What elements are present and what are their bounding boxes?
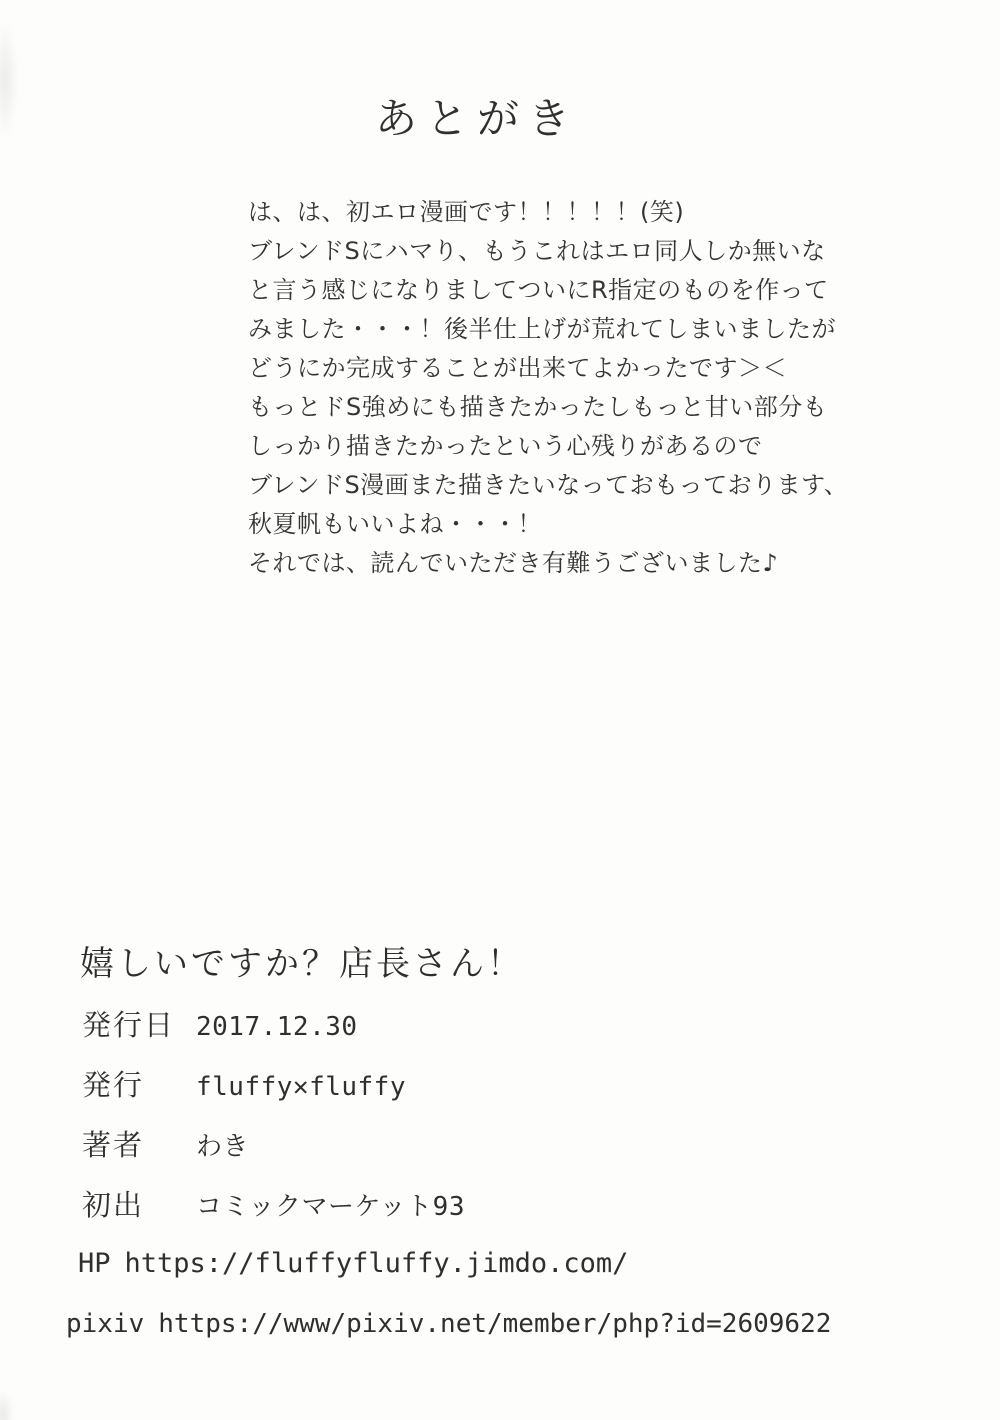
afterword-line: は、は、初エロ漫画です！！！！！(笑) — [248, 198, 685, 226]
afterword-line: 秋夏帆もいいよね・・・！ — [248, 510, 542, 538]
publish-date: 2017.12.30 — [196, 1012, 358, 1042]
scan-artifact — [0, 1390, 14, 1420]
homepage-label: HP — [78, 1248, 111, 1279]
colophon-label: 発行 — [82, 1068, 145, 1102]
afterword-line: もっとドS強めにも描きたかったしもっと甘い部分も — [248, 393, 828, 421]
afterword-line: と言う感じになりましてついにR指定のものを作って — [248, 276, 829, 304]
colophon-label: 初出 — [82, 1188, 145, 1222]
afterword-line: みました・・・！後半仕上げが荒れてしまいましたが — [248, 315, 836, 343]
afterword-line: それでは、読んでいただき有難うございました♪ — [248, 549, 779, 577]
afterword-line: しっかり描きたかったという心残りがあるので — [248, 432, 763, 460]
author-name: わき — [196, 1132, 250, 1162]
afterword-line: ブレンドS漫画また描きたいなっておもっております、 — [248, 471, 849, 499]
colophon-label: 著者 — [82, 1128, 145, 1162]
homepage-url-row — [78, 1248, 628, 1279]
colophon — [82, 1003, 465, 1243]
first-publication-event: コミックマーケット93 — [196, 1192, 465, 1222]
afterword-line: ブレンドSにハマり、もうこれはエロ同人しか無いな — [248, 237, 826, 265]
colophon-row-publish-date — [82, 1003, 465, 1063]
pixiv-url-row — [66, 1309, 831, 1339]
page-title: あとがき — [374, 94, 579, 143]
colophon-row-first-publication — [82, 1183, 465, 1243]
publisher-name: fluffy✕fluffy — [196, 1072, 406, 1102]
homepage-url: https://fluffyfluffy.jimdo.com/ — [124, 1248, 629, 1279]
colophon-row-author — [82, 1123, 465, 1183]
pixiv-url: https://www/pixiv.net/member/php?id=2609622 — [158, 1309, 832, 1339]
afterword-text — [248, 193, 868, 583]
colophon-label: 発行日 — [82, 1008, 176, 1042]
afterword-line: どうにか完成することが出来てよかったです＞＜ — [248, 354, 787, 382]
colophon-row-publisher — [82, 1063, 465, 1123]
book-title: 嬉しいですか？店長さん！ — [80, 944, 524, 984]
pixiv-label: pixiv — [66, 1309, 145, 1339]
